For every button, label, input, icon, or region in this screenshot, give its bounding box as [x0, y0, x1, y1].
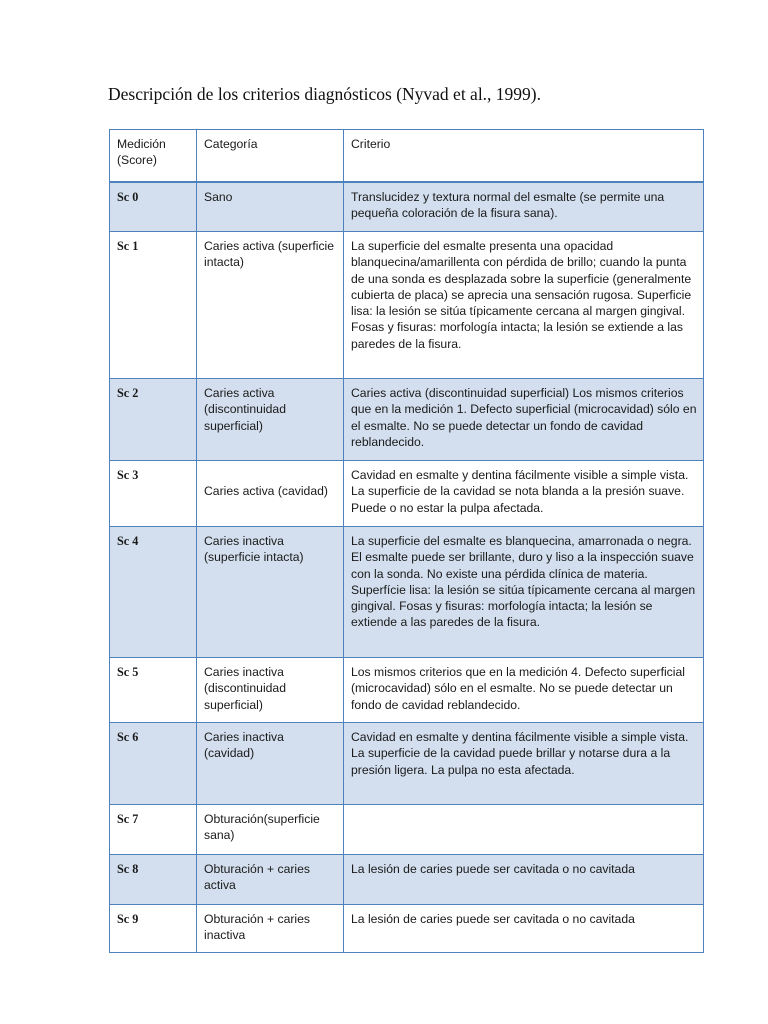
criterion-cell [344, 805, 704, 855]
table-row [110, 805, 704, 855]
table-row [110, 527, 704, 658]
document-title: Descripción de los criterios diagnósticos (Nyvad et al., 1999). [108, 84, 542, 104]
criterion-cell: La superficie del esmalte es blanquecina, amarronada o negra. El esmalte puede ser brillante, duro y liso a la inspección suave con la sonda. No existe una pérdida clínica de materia. Superfície lisa: la lesión se sitúa típicamente cercana al margen gingival. Fosas y fisuras: morfología intacta; la lesión se extiende a las paredes de la fisura. [344, 527, 704, 658]
score-cell: Sc 9 [110, 905, 197, 953]
criterion-cell: La lesión de caries puede ser cavitada o no cavitada [344, 855, 704, 905]
criterion-cell: Cavidad en esmalte y dentina fácilmente visible a simple vista. La superficie de la cavidad puede brillar y notarse dura a la presión ligera. La pulpa no esta afectada. [344, 723, 704, 805]
category-cell: Obturación + caries activa [197, 855, 344, 905]
table-row [110, 461, 704, 527]
table-row [110, 232, 704, 379]
criterion-cell: Caries activa (discontinuidad superficial) Los mismos criterios que en la medición 1. Defecto superficial (microcavidad) sólo en el esmalte. No se puede detectar un fondo de cavidad reblandecido. [344, 379, 704, 461]
table-row [110, 182, 704, 232]
table-row [110, 723, 704, 805]
category-cell: Caries activa (superficie intacta) [197, 232, 344, 379]
score-cell: Sc 6 [110, 723, 197, 805]
header-category: Categoría [197, 130, 344, 182]
category-cell: Caries activa (discontinuidad superficial) [197, 379, 344, 461]
table-header-row [110, 130, 704, 182]
score-cell: Sc 7 [110, 805, 197, 855]
score-cell: Sc 4 [110, 527, 197, 658]
score-cell: Sc 1 [110, 232, 197, 379]
score-cell: Sc 8 [110, 855, 197, 905]
table-row [110, 905, 704, 953]
criterion-cell: Translucidez y textura normal del esmalte (se permite una pequeña coloración de la fisura sana). [344, 182, 704, 232]
score-cell: Sc 5 [110, 658, 197, 723]
score-cell: Sc 3 [110, 461, 197, 527]
criterion-cell: La lesión de caries puede ser cavitada o no cavitada [344, 905, 704, 953]
category-cell: Caries inactiva (superficie intacta) [197, 527, 344, 658]
table-row [110, 379, 704, 461]
category-cell: Caries inactiva (discontinuidad superficial) [197, 658, 344, 723]
table-row [110, 658, 704, 723]
score-cell: Sc 0 [110, 182, 197, 232]
category-cell [197, 461, 344, 527]
score-cell: Sc 2 [110, 379, 197, 461]
category-cell: Sano [197, 182, 344, 232]
header-criterion: Criterio [344, 130, 704, 182]
criteria-table [109, 129, 704, 953]
category-text: Caries activa (cavidad) [204, 484, 328, 498]
category-cell: Caries inactiva (cavidad) [197, 723, 344, 805]
category-cell: Obturación(superficie sana) [197, 805, 344, 855]
table-row [110, 855, 704, 905]
category-cell: Obturación + caries inactiva [197, 905, 344, 953]
header-score: Medición (Score) [110, 130, 197, 182]
criterion-cell: Los mismos criterios que en la medición 4. Defecto superficial (microcavidad) sólo en el esmalte. No se puede detectar un fondo de cavidad reblandecido. [344, 658, 704, 723]
criterion-cell: La superficie del esmalte presenta una opacidad blanquecina/amarillenta con pérdida de brillo; cuando la punta de una sonda es desplazada sobre la superficie (generalmente cubierta de placa) se aprecia una sensación rugosa. Superficie lisa: la lesión se sitúa típicamente cercana al margen gingival. Fosas y fisuras: morfología intacta; la lesión se extiende a las paredes de la fisura. [344, 232, 704, 379]
criterion-cell: Cavidad en esmalte y dentina fácilmente visible a simple vista. La superficie de la cavidad se nota blanda a la presión suave. Puede o no estar la pulpa afectada. [344, 461, 704, 527]
